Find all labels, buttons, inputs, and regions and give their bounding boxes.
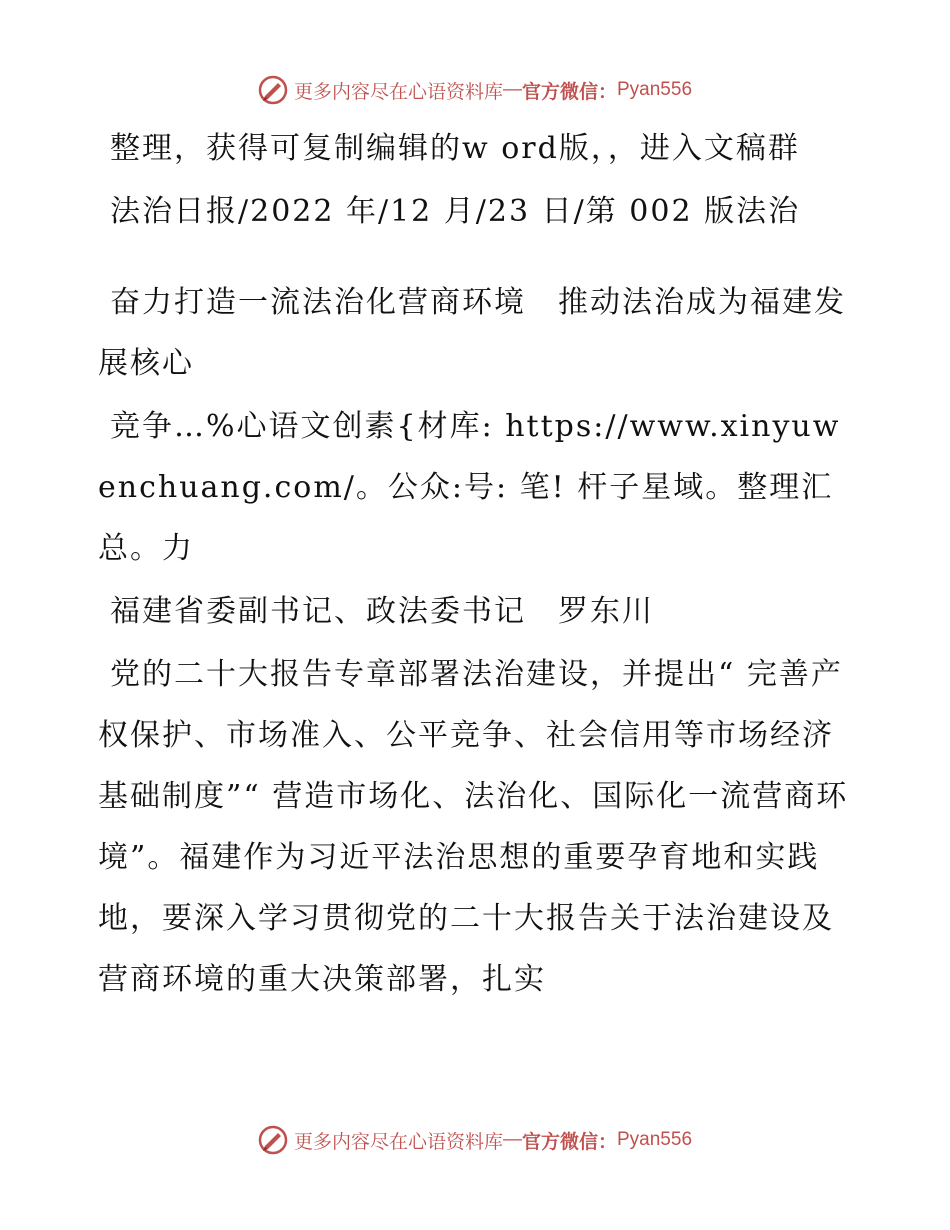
pen-logo-icon <box>258 1125 288 1155</box>
paragraph-intro: 整理，获得可复制编辑的w ord版，，进入文稿群 <box>110 131 800 166</box>
article-title: 奋力打造一流法治化营商环境 推动法治成为福建发展核心 <box>98 285 846 381</box>
watermark-wechat-label: 官方微信： <box>521 1131 617 1153</box>
watermark-separator: — <box>502 1129 522 1150</box>
watermark-wechat-id: Pyan556 <box>617 1129 693 1150</box>
document-body <box>98 118 858 1010</box>
paragraph-body: 党的二十大报告专章部署法治建设，并提出“ 完善产权保护、市场准入、公平竞争、社会信用等市场经济基础制度”“ 营造市场化、法治化、国际化一流营商环境”。福建作为习近平法治思想的重要孕育地和实践地，要深入学习贯彻党的二十大报告关于法治建设及营商环境的重大决策部署，扎实 <box>98 657 849 997</box>
watermark-wechat-label: 官方微信： <box>521 81 617 103</box>
watermark-wechat-id: Pyan556 <box>617 79 693 100</box>
article-author: 福建省委副书记、政法委书记 罗东川 <box>110 594 654 629</box>
watermark-text: 更多内容尽在心语资料库 <box>293 81 503 103</box>
watermark-separator: — <box>502 79 522 100</box>
header-watermark <box>0 70 950 110</box>
watermark-text: 更多内容尽在心语资料库 <box>293 1131 503 1153</box>
paragraph-source: 法治日报/2022 年/12 月/23 日/第 002 版法治 <box>110 194 801 229</box>
paragraph-promo: 竞争…%心语文创素{材库: https://www.xinyuwenchuang.com/。公众:号: 笔! 杆子星域。整理汇总。力 <box>98 409 841 566</box>
footer-watermark <box>0 1120 950 1160</box>
pen-logo-icon <box>258 75 288 105</box>
